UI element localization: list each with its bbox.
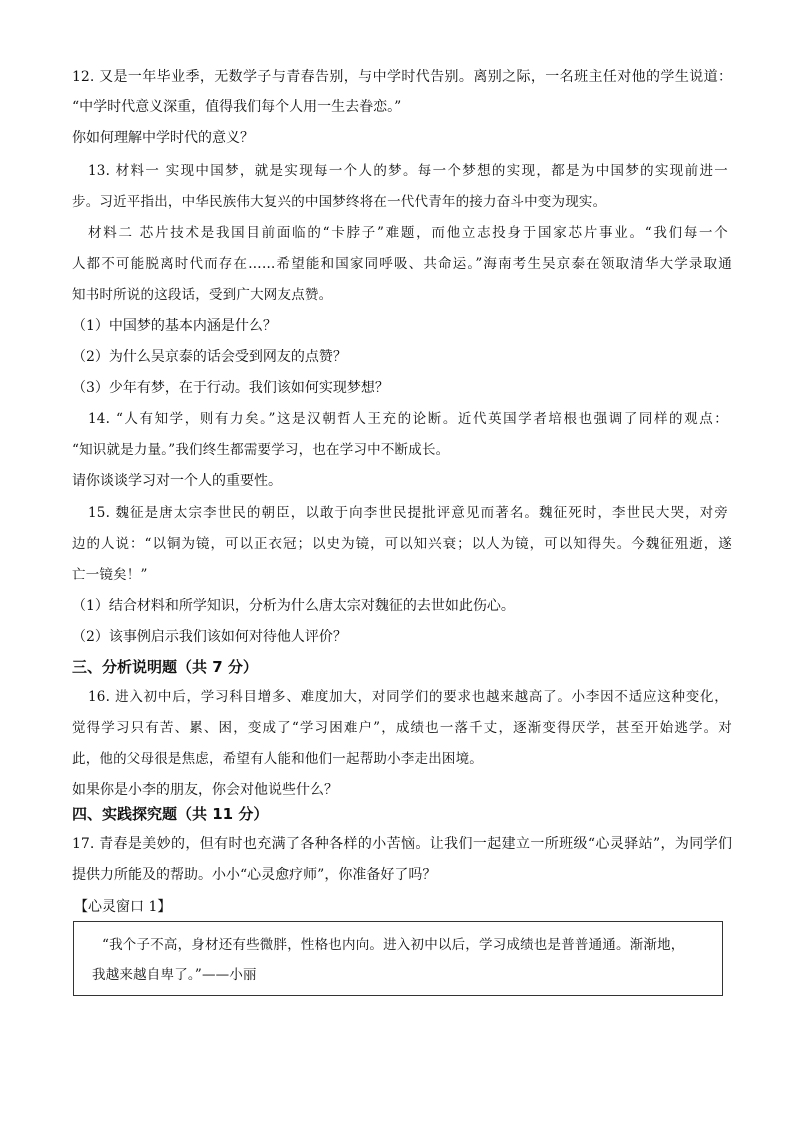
q12-line-3: 你如何理解中学时代的意义？: [72, 130, 254, 146]
q15-line-3: 亡一镜矣！”: [72, 567, 148, 583]
section-3-heading: 三、分析说明题（共 7 分）: [72, 658, 258, 676]
quote-line-1: “我个子不高，身材还有些微胖，性格也内向。进入初中以后，学习成绩也是普普通通。渐渐地，: [102, 937, 685, 953]
q13-line-4: 人都不可能脱离时代而存在……希望能和国家同呼吸、共命运。”海南考生吴京泰在领取清华大学录取通: [72, 256, 732, 272]
q17-line-1: 17. 青春是美妙的，但有时也充满了各种各样的小苦恼。让我们一起建立一所班级“心灵驿站”，为同学们: [72, 836, 732, 852]
q14-line-2: “知识就是力量。”我们终生都需要学习，也在学习中不断成长。: [72, 442, 450, 458]
q16-line-4: 如果你是小李的朋友，你会对他说些什么？: [72, 782, 338, 798]
q12-line-2: “中学时代意义深重，值得我们每个人用一生去眷恋。”: [72, 99, 402, 115]
q12-line-1: 12. 又是一年毕业季，无数学子与青春告别，与中学时代告别。离别之际，一名班主任对他的学生说道：: [72, 69, 732, 85]
q15-subquestion-2: （2）该事例启示我们该如何对待他人评价？: [72, 629, 347, 645]
q13-line-3: 材料二 芯片技术是我国目前面临的“卡脖子”难题，而他立志投身于国家芯片事业。“我们每一个: [88, 225, 728, 241]
q16-line-2: 觉得学习只有苦、累、困，变成了“学习困难户”，成绩也一落千丈，逐渐变得厌学，甚至开始逃学。对: [72, 720, 732, 736]
q16-line-3: 此，他的父母很是焦虑，希望有人能和他们一起帮助小李走出困境。: [72, 751, 483, 767]
q17-line-2: 提供力所能及的帮助。小小“心灵愈疗师”，你准备好了吗？: [72, 867, 437, 883]
q13-subquestion-3: （3）少年有梦，在于行动。我们该如何实现梦想？: [72, 380, 389, 396]
q13-subquestion-1: （1）中国梦的基本内涵是什么？: [72, 318, 277, 334]
q13-line-2: 步。习近平指出，中华民族伟大复兴的中国梦终将在一代代青年的接力奋斗中变为现实。: [72, 194, 607, 210]
q13-line-1: 13. 材料一 实现中国梦，就是实现每一个人的梦。每一个梦想的实现，都是为中国梦的实现前进一: [88, 163, 728, 179]
q16-line-1: 16. 进入初中后，学习科目增多、难度加大，对同学们的要求也越来越高了。小李因不适应这种变化，: [88, 689, 728, 705]
q15-line-1: 15. 魏征是唐太宗李世民的朝臣，以敢于向李世民提批评意见而著名。魏征死时，李世民大哭，对旁: [88, 505, 728, 521]
heart-window-label: 【心灵窗口 1】: [74, 899, 172, 915]
q14-line-3: 请你谈谈学习对一个人的重要性。: [72, 473, 282, 489]
q15-line-2: 边的人说：“以铜为镜，可以正衣冠；以史为镜，可以知兴衰；以人为镜，可以知得失。今魏征殂逝，遂: [72, 536, 732, 552]
q13-line-5: 知书时所说的这段话，受到广大网友点赞。: [72, 287, 333, 303]
q13-subquestion-2: （2）为什么吴京泰的话会受到网友的点赞？: [72, 349, 347, 365]
q15-subquestion-1: （1）结合材料和所学知识，分析为什么唐太宗对魏征的去世如此伤心。: [72, 598, 515, 614]
quote-line-2: 我越来越自卑了。”——小丽: [92, 967, 257, 983]
section-4-heading: 四、实践探究题（共 11 分）: [72, 805, 269, 823]
quote-box: [73, 921, 723, 996]
q14-line-1: 14. “人有知学，则有力矣。”这是汉朝哲人王充的论断。近代英国学者培根也强调了同样的观点：: [88, 411, 728, 427]
